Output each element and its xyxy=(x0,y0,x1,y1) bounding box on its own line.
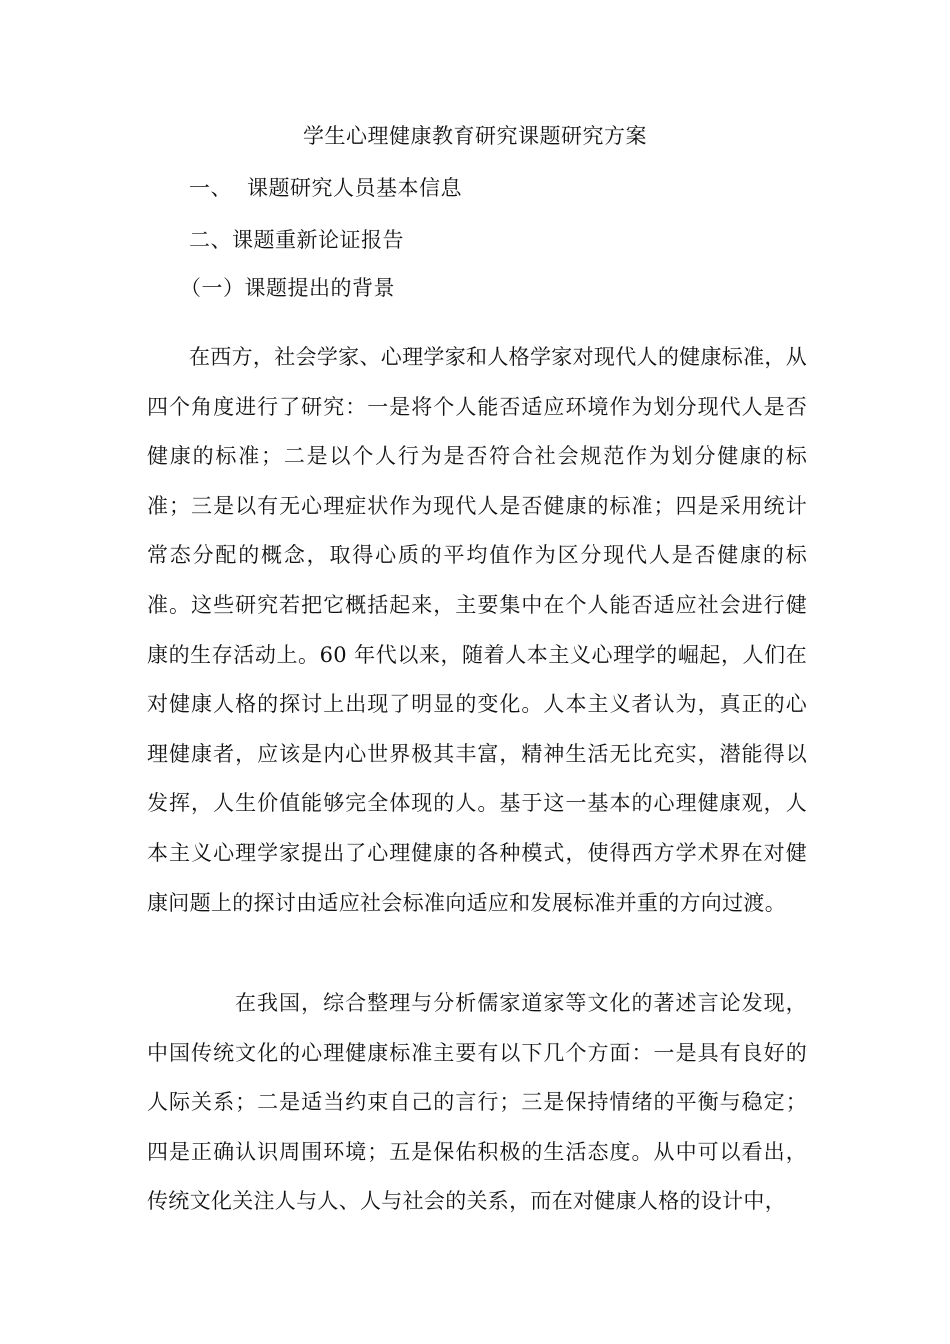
section-heading-1 xyxy=(189,172,462,202)
section-heading-2: 二、课题重新论证报告 xyxy=(189,228,404,252)
paragraph-western-standards: 在西方，社会学家、心理学家和人格学家对现代人的健康标准，从四个角度进行了研究：一是将个人能否适应环境作为划分现代人是否健康的标准；二是以个人行为是否符合社会规范作为划分健康的标准；三是以有无心理症状作为现代人是否健康的标准；四是采用统计常态分配的概念，取得心质的平均值作为区分现代人是否健康的标准。这些研究若把它概括起来，主要集中在个人能否适应社会进行健康的生存活动上。60 年代以来，随着人本主义心理学的崛起，人们在对健康人格的探讨上出现了明显的变化。人本主义者认为，真正的心理健康者，应该是内心世界极其丰富，精神生活无比充实，潜能得以发挥，人生价值能够完全体现的人。基于这一基本的心理健康观，人本主义心理学家提出了心理健康的各种模式，使得西方学术界在对健康问题上的探讨由适应社会标准向适应和发展标准并重的方向过渡。 xyxy=(147,345,807,915)
document-title: 学生心理健康教育研究课题研究方案 xyxy=(303,124,647,148)
subsection-heading-1: （一）课题提出的背景 xyxy=(180,276,395,300)
section-number-1: 一、 xyxy=(189,176,232,200)
section-text-1: 课题研究人员基本信息 xyxy=(247,176,462,200)
paragraph-chinese-standards: 在我国，综合整理与分析儒家道家等文化的著述言论发现，中国传统文化的心理健康标准主要有以下几个方面：一是具有良好的人际关系；二是适当约束自己的言行；三是保持情绪的平衡与稳定；四是正确认识周围环境；五是保佑积极的生活态度。从中可以看出，传统文化关注人与人、人与社会的关系，而在对健康人格的设计中， xyxy=(147,991,807,1214)
